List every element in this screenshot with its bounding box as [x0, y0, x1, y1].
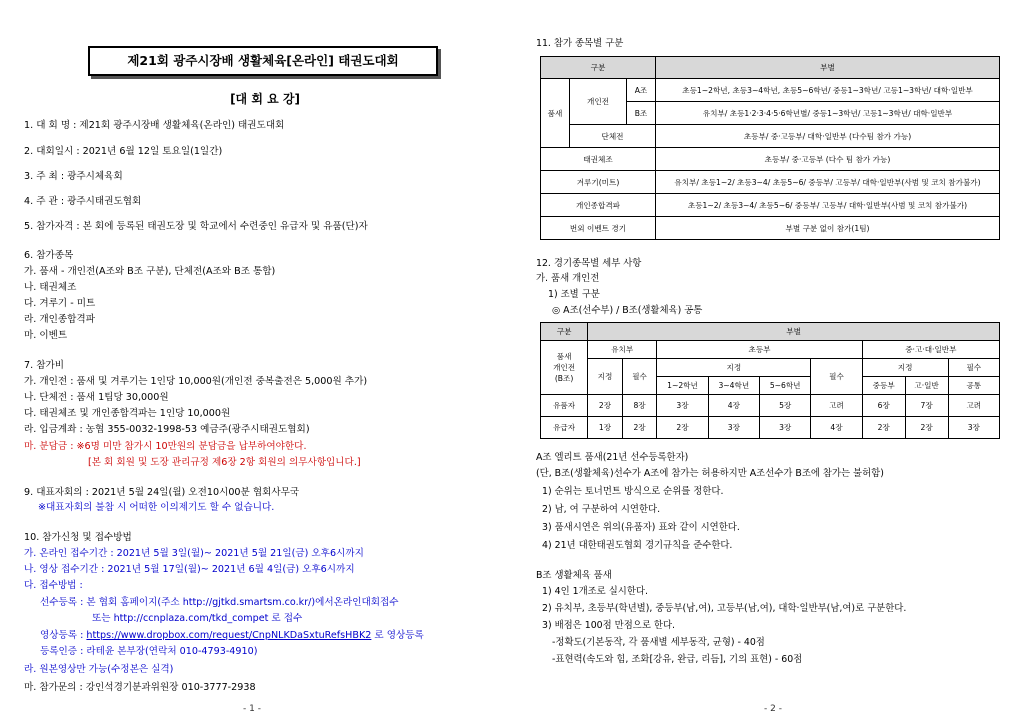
cell-gyeokpa: 개인종합격파	[541, 194, 656, 217]
fee-individual: 가. 개인전 : 품새 및 겨루기는 1인당 10,000원(개인전 중복출전은 5,000원 추가)	[24, 376, 368, 387]
t2-yupum: 유품자	[541, 395, 588, 417]
cell-danche-val: 초등부/ 중·고등부/ 대학·일반부 (다수팀 참가 가능)	[656, 125, 1000, 148]
t2-r1-c3: 4장	[708, 395, 759, 417]
original-only: 라. 원본영상만 가능(수정본은 실격)	[24, 664, 174, 675]
t2-r2-c2: 2장	[657, 417, 708, 439]
fee-share: 마. 분담금 : ※6명 미만 참가시 10만원의 분담금을 납부하여야한다.	[24, 441, 307, 452]
fee-account: 라. 입금계좌 : 농협 355-0032-1998-53 예금주(광주시태권도협회)	[24, 424, 310, 435]
t2-r1-c5: 고려	[811, 395, 862, 417]
cell-a-val: 초등1~2학년, 초등3~4학년, 초등5~6학년/ 중등1~3학년/ 고등1~3학년/ 대학·일반부	[656, 79, 1000, 102]
note-b-1: 1) 4인 1개조로 실시한다.	[542, 586, 648, 597]
cell-gaein: 개인전	[570, 79, 627, 125]
t2-r2-c8: 3장	[948, 417, 999, 439]
page-number-right: - 2 -	[764, 704, 782, 714]
cell-b: B조	[627, 102, 656, 125]
section-12a1-note: ◎ A조(선수부) / B조(생활체육) 공통	[552, 305, 703, 316]
t2-poomsae-b: 품새 개인전 (B조)	[541, 341, 588, 395]
dropbox-link[interactable]: https://www.dropbox.com/request/CnpNLKDaSxtuRefsHBK2	[86, 630, 372, 641]
t2-gongtong: 공통	[948, 377, 999, 395]
section-12a1: 1) 조별 구분	[548, 289, 600, 300]
fee-share-note: [본 회 회원 및 도장 관리규정 제6장 2항 회원의 의무사항입니다.]	[88, 457, 361, 468]
cell-a: A조	[627, 79, 656, 102]
cell-gyeokpa-val: 초등1~2/ 초등3~4/ 초등5~6/ 중등부/ 고등부/ 대학·일반부(사범 및 코치 참가불가)	[656, 194, 1000, 217]
t2-yuchi-pilsu: 필수	[622, 359, 657, 395]
t2-gubun: 구분	[541, 323, 588, 341]
t2-r2-c7: 2장	[905, 417, 948, 439]
cell-gyeorugi: 겨루기(미트)	[541, 171, 656, 194]
cell-event: 번외 이벤트 경기	[541, 217, 656, 240]
note-b-accuracy: -정확도(기본동작, 각 품새별 세부동작, 균형) - 40점	[552, 637, 765, 648]
note-b: B조 생활체육 품새	[536, 570, 612, 581]
t2-yuchi: 유치부	[588, 341, 657, 359]
t2-r2-c5: 4장	[811, 417, 862, 439]
player-registration-alt: 또는 http://ccnplaza.com/tkd_compet 로 접수	[92, 613, 303, 624]
registration-cert: 등록인증 : 라테윤 본부장(연락처 010-4793-4910)	[40, 646, 258, 657]
note-a-3: 3) 품새시연은 위의(유품자) 표와 같이 시연한다.	[542, 522, 740, 533]
cell-b-val: 유치부/ 초등1·2·3·4·5·6학년별/ 중등1~3학년/ 고등1~3학년/ 대학·일반부	[656, 102, 1000, 125]
t2-g12: 1~2학년	[657, 377, 708, 395]
t2-r2-c4: 3장	[760, 417, 811, 439]
item-date: 2. 대회일시 : 2021년 6월 12일 토요일(1일간)	[24, 146, 223, 157]
note-a-1: 1) 순위는 토너먼트 방식으로 순위를 정한다.	[542, 486, 724, 497]
th-bubyeol: 부별	[656, 57, 1000, 79]
event-taegwon: 나. 태권체조	[24, 282, 77, 293]
t2-cho-pilsu: 필수	[811, 359, 862, 395]
document-subtitle: [대 회 요 강]	[230, 92, 300, 106]
t2-r2-c0: 1장	[588, 417, 623, 439]
t2-g56: 5~6학년	[760, 377, 811, 395]
note-a-4: 4) 21년 대한태권도협회 경기규칙을 준수한다.	[542, 540, 733, 551]
meeting: 9. 대표자회의 : 2021년 5월 24일(월) 오전10시00분 협회사무국	[24, 487, 300, 498]
t2-jg-pilsu: 필수	[948, 359, 999, 377]
event-poomsae: 가. 품새 - 개인전(A조와 B조 구분), 단체전(A조와 B조 통합)	[24, 266, 276, 277]
document-title: 제21회 광주시장배 생활체육[온라인] 태권도대회	[88, 46, 438, 76]
t2-r2-c3: 3장	[708, 417, 759, 439]
event-event: 마. 이벤트	[24, 330, 68, 341]
event-gyeorugi: 다. 겨루기 - 미트	[24, 298, 96, 309]
note-a-2: 2) 남, 여 구분하여 시연한다.	[542, 504, 661, 515]
t2-jungdeung: 중등부	[862, 377, 905, 395]
note-a-cond: (단, B조(생활체육)선수가 A조에 참가는 허용하지만 A조선수가 B조에 참가는 불허함)	[536, 468, 884, 479]
cell-taegwon-val: 초등부/ 중·고등부 (다수 팀 참가 가능)	[656, 148, 1000, 171]
t2-goil: 고·일반	[905, 377, 948, 395]
note-b-3: 3) 배점은 100점 만점으로 한다.	[542, 620, 675, 631]
t2-r2-c6: 2장	[862, 417, 905, 439]
t2-r2-c1: 2장	[622, 417, 657, 439]
page-number-left: - 1 -	[243, 704, 261, 714]
t2-jg-jijeong: 지정	[862, 359, 948, 377]
page-right	[512, 0, 1024, 724]
t2-r1-c4: 5장	[760, 395, 811, 417]
contact: 마. 참가문의 : 강인석경기분과위원장 010-3777-2938	[24, 682, 256, 693]
t2-yuchi-jijeong: 지정	[588, 359, 623, 395]
item-name: 1. 대 회 명 : 제21회 광주시장배 생활체육(온라인) 태권도대회	[24, 120, 285, 131]
t2-cho-jijeong: 지정	[657, 359, 811, 377]
t2-r1-c0: 2장	[588, 395, 623, 417]
cell-event-val: 부별 구분 없이 참가(1팀)	[656, 217, 1000, 240]
cell-poomsae: 품새	[541, 79, 570, 148]
video-registration	[40, 630, 424, 642]
note-a: A조 엘리트 품새(21년 선수등록한자)	[536, 452, 689, 463]
item-eligibility: 5. 참가자격 : 본 회에 등록된 태권도장 및 학교에서 수련중인 유급자 및 유품(단)자	[24, 221, 368, 232]
t2-chodeung: 초등부	[657, 341, 862, 359]
t2-yugeup: 유급자	[541, 417, 588, 439]
fee-other: 다. 태권체조 및 개인종합격파는 1인당 10,000원	[24, 408, 231, 419]
t2-bubyeol: 부별	[588, 323, 1000, 341]
online-period: 가. 온라인 접수기간 : 2021년 5월 3일(월)~ 2021년 5월 21일(금) 오후6시까지	[24, 548, 364, 559]
cell-danche: 단체전	[570, 125, 656, 148]
meeting-note: ※대표자회의 불참 시 어떠한 이의제기도 할 수 없습니다.	[38, 502, 275, 513]
t2-junggo: 중·고·대·일반부	[862, 341, 999, 359]
t2-r1-c7: 7장	[905, 395, 948, 417]
method-label: 다. 접수방법 :	[24, 580, 83, 591]
section-11-title: 11. 참가 종목별 구분	[536, 38, 624, 49]
event-gyeokpa: 라. 개인종합격파	[24, 314, 95, 325]
t2-r1-c2: 3장	[657, 395, 708, 417]
events-table	[540, 56, 1000, 240]
section-12a: 가. 품새 개인전	[536, 273, 600, 284]
video-registration-label: 영상등록 :	[40, 630, 87, 641]
t2-r1-c6: 6장	[862, 395, 905, 417]
item-host: 3. 주 최 : 광주시체육회	[24, 171, 123, 182]
fee-team: 나. 단체전 : 품새 1팀당 30,000원	[24, 392, 169, 403]
note-b-2: 2) 유치부, 초등부(학년별), 중등부(남,여), 고등부(남,여), 대학·일반부(남,여)로 구분한다.	[542, 603, 907, 614]
item-organizer: 4. 주 관 : 광주시태권도협회	[24, 196, 142, 207]
section-fee: 7. 참가비	[24, 360, 65, 371]
th-gubun: 구분	[541, 57, 656, 79]
video-registration-suffix: 로 영상등록	[371, 630, 424, 641]
section-12-title: 12. 경기종목별 세부 사항	[536, 258, 642, 269]
t2-r1-c1: 8장	[622, 395, 657, 417]
page-left	[0, 0, 510, 724]
player-registration: 선수등록 : 본 협회 홈페이지(주소 http://gjtkd.smartsm.co.kr/)에서온라인대회접수	[40, 597, 399, 608]
cell-taegwon: 태권체조	[541, 148, 656, 171]
t2-g34: 3~4학년	[708, 377, 759, 395]
cell-gyeorugi-val: 유치부/ 초등1~2/ 초등3~4/ 초등5~6/ 중등부/ 고등부/ 대학·일반부(사범 및 코치 참가불가)	[656, 171, 1000, 194]
t2-r1-c8: 고려	[948, 395, 999, 417]
section-events: 6. 참가종목	[24, 250, 74, 261]
video-period: 나. 영상 접수기간 : 2021년 5월 17일(월)~ 2021년 6월 4일(금) 오후6시까지	[24, 564, 355, 575]
section-application: 10. 참가신청 및 접수방법	[24, 532, 132, 543]
note-b-expression: -표현력(속도와 힘, 조화[강유, 완급, 리듬], 기의 표현) - 60점	[552, 654, 803, 665]
poomsae-table	[540, 322, 1000, 439]
